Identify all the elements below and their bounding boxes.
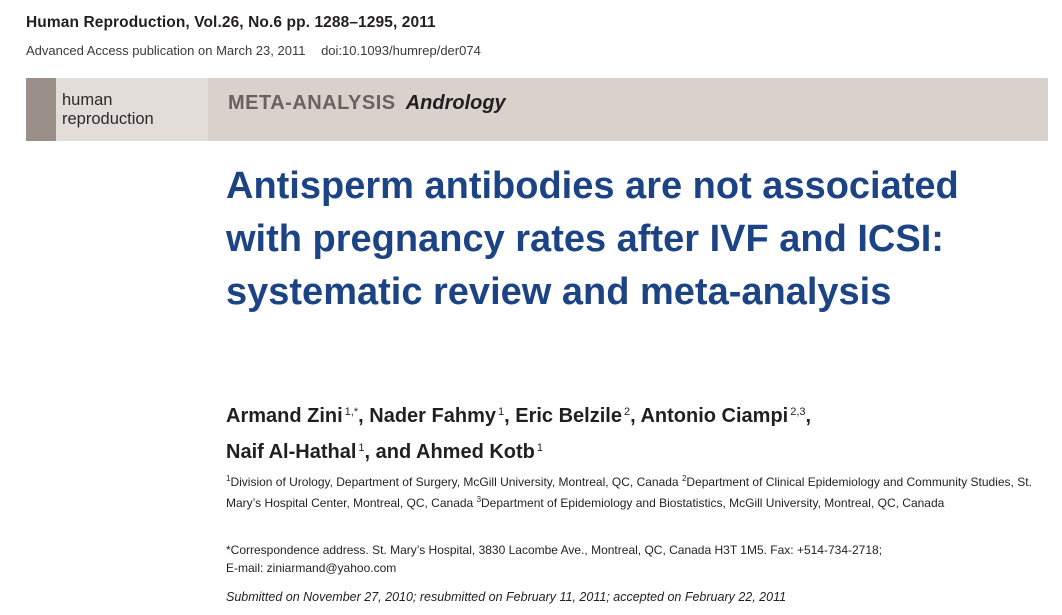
affiliation-text: Department of Epidemiology and Biostatistics, McGill University, Montreal, QC, Canada xyxy=(481,496,945,510)
logo-line-1: human xyxy=(62,91,113,109)
logo-line-2: reproduction xyxy=(62,110,154,128)
article-type: META-ANALYSIS xyxy=(228,92,396,114)
journal-logo xyxy=(56,78,208,141)
author-affiliation-mark: 2,3 xyxy=(790,406,806,418)
affiliation-text: Department of Clinical Epidemiology and Community Studies, St. Mary’s Hospital Center, Montreal, QC, Canada xyxy=(226,475,1032,510)
author-list xyxy=(226,396,1036,468)
affiliation-text: Division of Urology, Department of Surgery, McGill University, Montreal, QC, Canada xyxy=(230,475,682,489)
affiliation-mark: 2 xyxy=(681,474,687,483)
author-name: Naif Al-Hathal xyxy=(226,441,357,463)
author-affiliation-mark: 1,* xyxy=(344,406,359,418)
author-affiliation-mark: 2 xyxy=(623,406,631,418)
access-line xyxy=(26,43,481,58)
author-separator: , xyxy=(630,405,641,427)
publication-date: Advanced Access publication on March 23, 2011 xyxy=(26,43,306,58)
correspondence-address: *Correspondence address. St. Mary’s Hospital, 3830 Lacombe Ave., Montreal, QC, Canada H3T 1M5. Fax: +514-734-2718; xyxy=(226,543,883,557)
author-separator: , and xyxy=(364,441,416,463)
author-name: Eric Belzile xyxy=(515,405,622,427)
author-affiliation-mark: 1 xyxy=(536,442,544,454)
article-title: Antisperm antibodies are not associated with pregnancy rates after IVF and ICSI: systematic review and meta-analysis xyxy=(226,165,959,313)
author-affiliation-mark: 1 xyxy=(358,442,365,454)
author-separator: , xyxy=(805,405,812,427)
section-banner xyxy=(26,78,1048,141)
author-name: Armand Zini xyxy=(226,405,343,427)
author-name: Nader Fahmy xyxy=(369,405,496,427)
affiliations xyxy=(226,470,1056,512)
article-section xyxy=(228,92,506,115)
author-separator: , xyxy=(358,405,370,427)
correspondence-email[interactable]: E-mail: ziniarmand@yahoo.com xyxy=(226,561,397,575)
affiliation-mark: 1 xyxy=(226,474,231,483)
author-separator: , xyxy=(504,405,516,427)
journal-citation: Human Reproduction, Vol.26, No.6 pp. 1288–1295, 2011 xyxy=(26,14,436,31)
article-subject: Andrology xyxy=(405,92,506,114)
author-name: Antonio Ciampi xyxy=(640,405,789,427)
affiliation-mark: 3 xyxy=(476,495,482,504)
doi-link[interactable]: doi:10.1093/humrep/der074 xyxy=(321,43,481,58)
submission-dates: Submitted on November 27, 2010; resubmitted on February 11, 2011; accepted on February 22, 2011 xyxy=(226,590,787,604)
banner-stripe xyxy=(26,78,56,141)
author-name: Ahmed Kotb xyxy=(416,441,535,463)
author-affiliation-mark: 1 xyxy=(497,406,505,418)
correspondence xyxy=(226,541,1056,577)
